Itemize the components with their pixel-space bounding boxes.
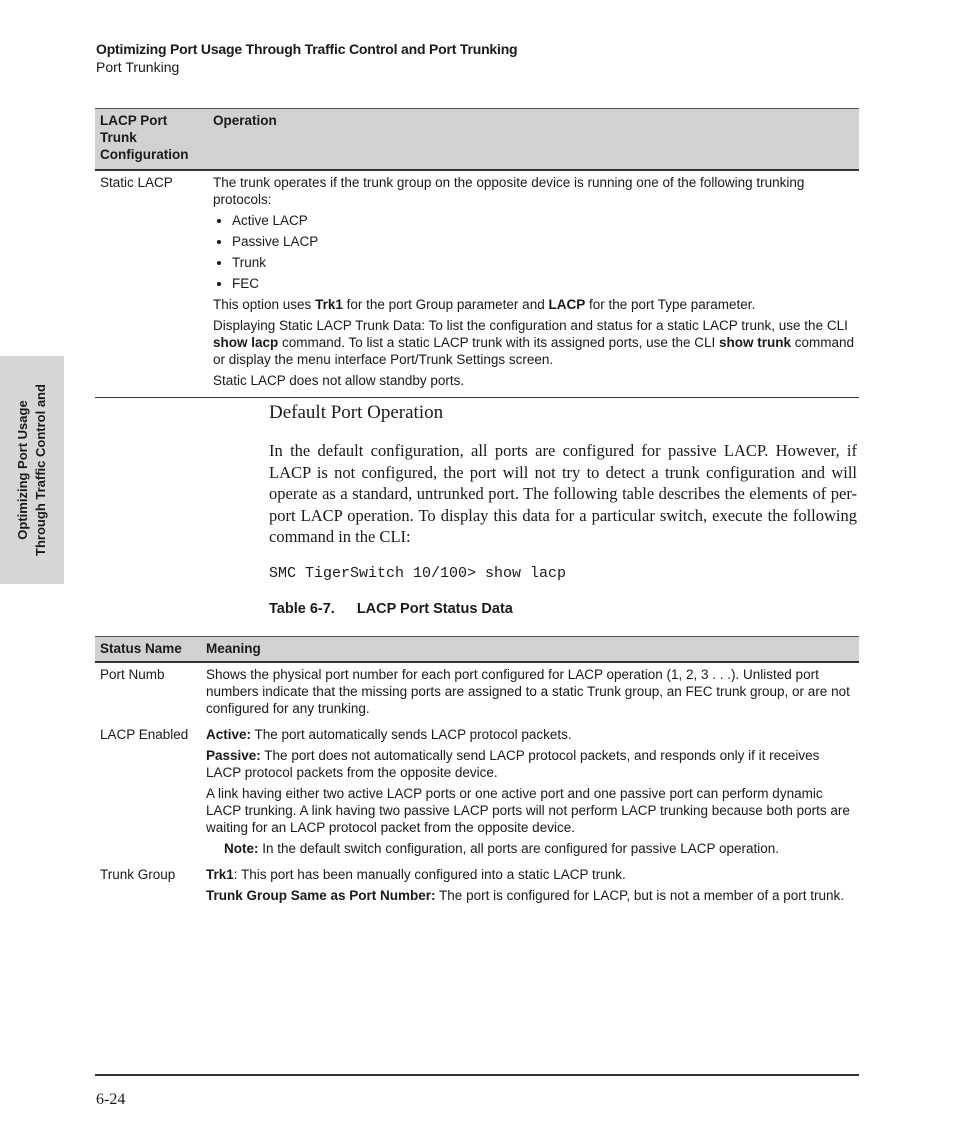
page-number: 6-24	[96, 1091, 126, 1108]
text-run: for the port Group parameter and	[342, 297, 549, 312]
text-run: for the port Type parameter.	[585, 297, 756, 312]
table-row	[95, 170, 859, 398]
text-run: The port does not automatically send LACP protocol packets, and responds only if it receives LACP protocol packets from the opposite device.	[206, 748, 820, 780]
term-trk1: Trk1	[206, 867, 234, 882]
meaning-cell	[201, 863, 859, 905]
running-header-subtitle: Port Trunking	[96, 59, 180, 75]
protocol-list	[213, 212, 854, 292]
column-header-operation: Operation	[208, 109, 859, 171]
column-header-status-name: Status Name	[95, 637, 201, 663]
text-run: The port automatically sends LACP protocol packets.	[251, 727, 572, 742]
table-caption-title: LACP Port Status Data	[356, 601, 513, 617]
cli-command: SMC TigerSwitch 10/100> show lacp	[269, 565, 567, 582]
row-label-lacp-enabled: LACP Enabled	[100, 727, 189, 742]
link-paragraph: A link having either two active LACP ports or one active port and one passive port can perform dynamic LACP trunking. A link having two passive LACP ports will not perform LACP trunking because both ports are waiting for an LACP protocol packet from the opposite device.	[206, 786, 850, 835]
footer-rule	[95, 1074, 859, 1076]
row-label-trunk-group: Trunk Group	[100, 867, 176, 882]
table-row	[95, 863, 859, 905]
trk1-paragraph	[206, 866, 854, 883]
text-run: Displaying Static LACP Trunk Data: To list the configuration and status for a static LACP trunk, use the CLI	[213, 318, 848, 333]
param-lacp: LACP	[548, 297, 586, 312]
term-same-as-port: Trunk Group Same as Port Number:	[206, 888, 436, 903]
lacp-trunk-config-table	[95, 108, 859, 398]
table-caption	[269, 601, 513, 617]
column-header-config: LACP Port Trunk Configuration	[95, 109, 208, 171]
term-passive: Passive:	[206, 748, 261, 763]
column-header-meaning: Meaning	[201, 637, 859, 663]
side-tab-line-2: Through Traffic Control and	[33, 384, 48, 556]
table-header-row	[95, 637, 859, 663]
note-label: Note:	[224, 841, 259, 856]
standby-paragraph: Static LACP does not allow standby ports.	[213, 373, 465, 388]
active-paragraph	[206, 726, 854, 743]
cmd-show-lacp: show lacp	[213, 335, 279, 350]
chapter-side-tab	[0, 356, 64, 584]
cmd-show-trunk: show trunk	[718, 335, 791, 350]
lacp-port-status-table	[95, 636, 859, 905]
note-paragraph	[206, 840, 854, 857]
operation-cell	[208, 170, 859, 398]
operation-intro: The trunk operates if the trunk group on the opposite device is running one of the following trunking protocols:	[213, 175, 805, 207]
table-row	[95, 723, 859, 863]
display-paragraph	[213, 317, 854, 368]
side-tab-line-1: Optimizing Port Usage	[15, 400, 30, 540]
meaning-cell	[201, 723, 859, 863]
list-item: • FEC	[232, 275, 854, 292]
text-run: The port is configured for LACP, but is not a member of a port trunk.	[435, 888, 845, 903]
row-label-static-lacp: Static LACP	[95, 170, 208, 398]
section-body: In the default configuration, all ports are configured for passive LACP. However, if LACP is not configured, the port will not try to detect a trunk configuration and will operate as a standard, untrunked port. The following table describes the elements of per-port LACP operation. To display this data for a particular switch, execute the following command in the CLI:	[269, 441, 857, 546]
section-title: Default Port Operation	[269, 402, 444, 423]
text-run: : This port has been manually configured into a static LACP trunk.	[233, 867, 626, 882]
list-item: • Trunk	[232, 254, 854, 271]
text-run: In the default switch configuration, all ports are configured for passive LACP operation.	[258, 841, 780, 856]
chapter-side-tab-text	[14, 384, 50, 556]
list-item: • Active LACP	[232, 212, 854, 229]
text-run: command or display the menu interface Port/Trunk Settings screen.	[213, 335, 855, 367]
text-run: command. To list a static LACP trunk with its assigned ports, use the CLI	[278, 335, 719, 350]
port-numb-text: Shows the physical port number for each port configured for LACP operation (1, 2, 3 . . .). Unlisted port numbers indicate that the missing ports are assigned to a static Trunk group, an FEC trunk group, or are not configured for any trunking.	[206, 667, 850, 716]
row-label-port-numb: Port Numb	[100, 667, 165, 682]
term-active: Active:	[206, 727, 252, 742]
list-item: • Passive LACP	[232, 233, 854, 250]
table-row	[95, 662, 859, 723]
table-caption-number: Table 6-7.	[269, 601, 335, 617]
option-paragraph	[213, 296, 854, 313]
text-run: This option uses	[213, 297, 316, 312]
same-port-paragraph	[206, 887, 854, 904]
running-header-title: Optimizing Port Usage Through Traffic Control and Port Trunking	[96, 41, 518, 57]
passive-paragraph	[206, 747, 854, 781]
table-header-row	[95, 109, 859, 171]
param-trk1: Trk1	[315, 297, 343, 312]
meaning-cell	[201, 662, 859, 723]
